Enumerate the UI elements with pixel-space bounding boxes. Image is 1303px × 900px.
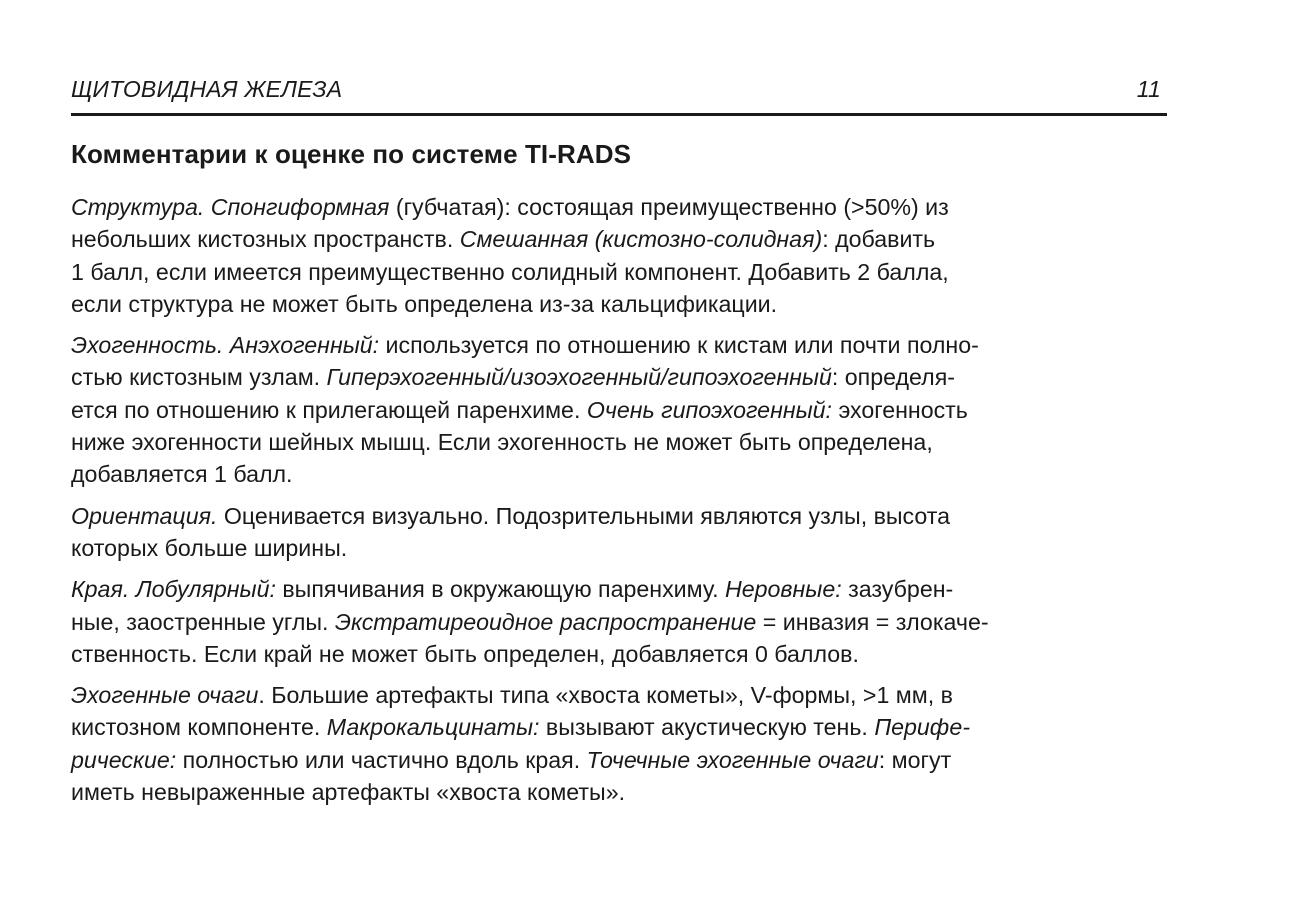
text-run: эхогенность xyxy=(832,396,968,423)
text-line xyxy=(71,776,1141,808)
italic-term: Неровные: xyxy=(725,576,842,603)
text-line xyxy=(71,744,1141,776)
text-run: кистозном компоненте. xyxy=(71,714,327,741)
text-run: зазубрен- xyxy=(841,576,954,603)
running-header-section: ЩИТОВИДНАЯ ЖЕЛЕЗА xyxy=(71,76,343,102)
text-line xyxy=(71,711,1141,743)
italic-term: Ориентация. xyxy=(71,502,218,529)
text-line xyxy=(71,426,1141,458)
text-run: 1 балл, если имеется преимущественно солидный компонент. Добавить 2 балла, xyxy=(71,258,949,285)
body-text xyxy=(71,191,1141,817)
text-run: (губчатая): состоящая преимущественно (>50%) из xyxy=(389,194,949,220)
text-run: ственность. Если край не может быть определен, добавляется 0 баллов. xyxy=(71,640,859,667)
paragraph xyxy=(71,329,1141,490)
text-line xyxy=(71,191,1141,223)
text-line xyxy=(71,223,1141,255)
italic-term: Гиперэхогенный/изоэхогенный/гипоэхогенный xyxy=(326,364,832,391)
text-run: : определя- xyxy=(831,364,955,391)
text-run: если структура не может быть определена из-за кальцификации. xyxy=(71,290,778,317)
page-number: 11 xyxy=(1136,76,1161,102)
header-rule xyxy=(71,113,1167,116)
text-line xyxy=(71,573,1141,605)
text-run: стью кистозным узлам. xyxy=(71,364,327,391)
text-run: которых больше ширины. xyxy=(71,534,348,561)
paragraph xyxy=(71,191,1141,320)
italic-term: Макрокальцинаты: xyxy=(326,714,540,741)
paragraph xyxy=(71,679,1141,808)
text-run: : могут xyxy=(878,746,952,773)
text-line xyxy=(71,532,1141,564)
italic-term: Смешанная (кистозно-солидная) xyxy=(459,226,823,253)
italic-term: Перифе- xyxy=(874,714,971,741)
text-line xyxy=(71,329,1141,361)
text-run: иметь невыраженные артефакты «хвоста кометы». xyxy=(71,779,626,806)
text-line xyxy=(71,679,1141,711)
text-line xyxy=(71,361,1141,393)
text-run: = инвазия = злокаче- xyxy=(756,608,989,635)
text-line xyxy=(71,256,1141,288)
italic-term: Эхогенные очаги xyxy=(71,682,259,709)
text-run: добавляется 1 балл. xyxy=(71,461,293,488)
running-header xyxy=(71,76,1167,106)
text-run: ные, заостренные углы. xyxy=(71,608,335,635)
paragraph xyxy=(71,500,1141,565)
text-run: выпячивания в окружающую паренхиму. xyxy=(275,576,725,603)
italic-term: Экстратиреоидное распространение xyxy=(334,608,757,635)
text-run: ется по отношению к прилегающей паренхиме. xyxy=(71,396,587,423)
text-run: полностью или частично вдоль края. xyxy=(176,746,587,773)
italic-term: Эхогенность. Анэхогенный: xyxy=(71,332,380,359)
italic-term: рические: xyxy=(71,746,177,773)
text-line xyxy=(71,458,1141,490)
text-line xyxy=(71,288,1141,320)
text-run: ниже эхогенности шейных мышц. Если эхогенность не может быть определена, xyxy=(71,429,933,456)
text-run: используется по отношению к кистам или почти полно- xyxy=(379,332,979,359)
text-run: : добавить xyxy=(822,226,936,253)
text-run: Оценивается визуально. Подозрительными являются узлы, высота xyxy=(217,502,951,529)
text-run: вызывают акустическую тень. xyxy=(539,714,875,741)
italic-term: Точечные эхогенные очаги xyxy=(586,746,879,773)
italic-term: Структура. Спонгиформная xyxy=(71,194,390,220)
text-run: небольших кистозных пространств. xyxy=(71,226,460,253)
italic-term: Очень гипоэхогенный: xyxy=(586,396,832,423)
text-run: . Большие артефакты типа «хвоста кометы», V-формы, >1 мм, в xyxy=(258,682,953,709)
text-line xyxy=(71,638,1141,670)
paragraph xyxy=(71,573,1141,670)
italic-term: Края. Лобулярный: xyxy=(71,576,276,603)
text-line xyxy=(71,394,1141,426)
text-line xyxy=(71,500,1141,532)
section-heading: Комментарии к оценке по системе TI-RADS xyxy=(71,139,632,169)
book-page xyxy=(71,0,1167,900)
text-line xyxy=(71,606,1141,638)
